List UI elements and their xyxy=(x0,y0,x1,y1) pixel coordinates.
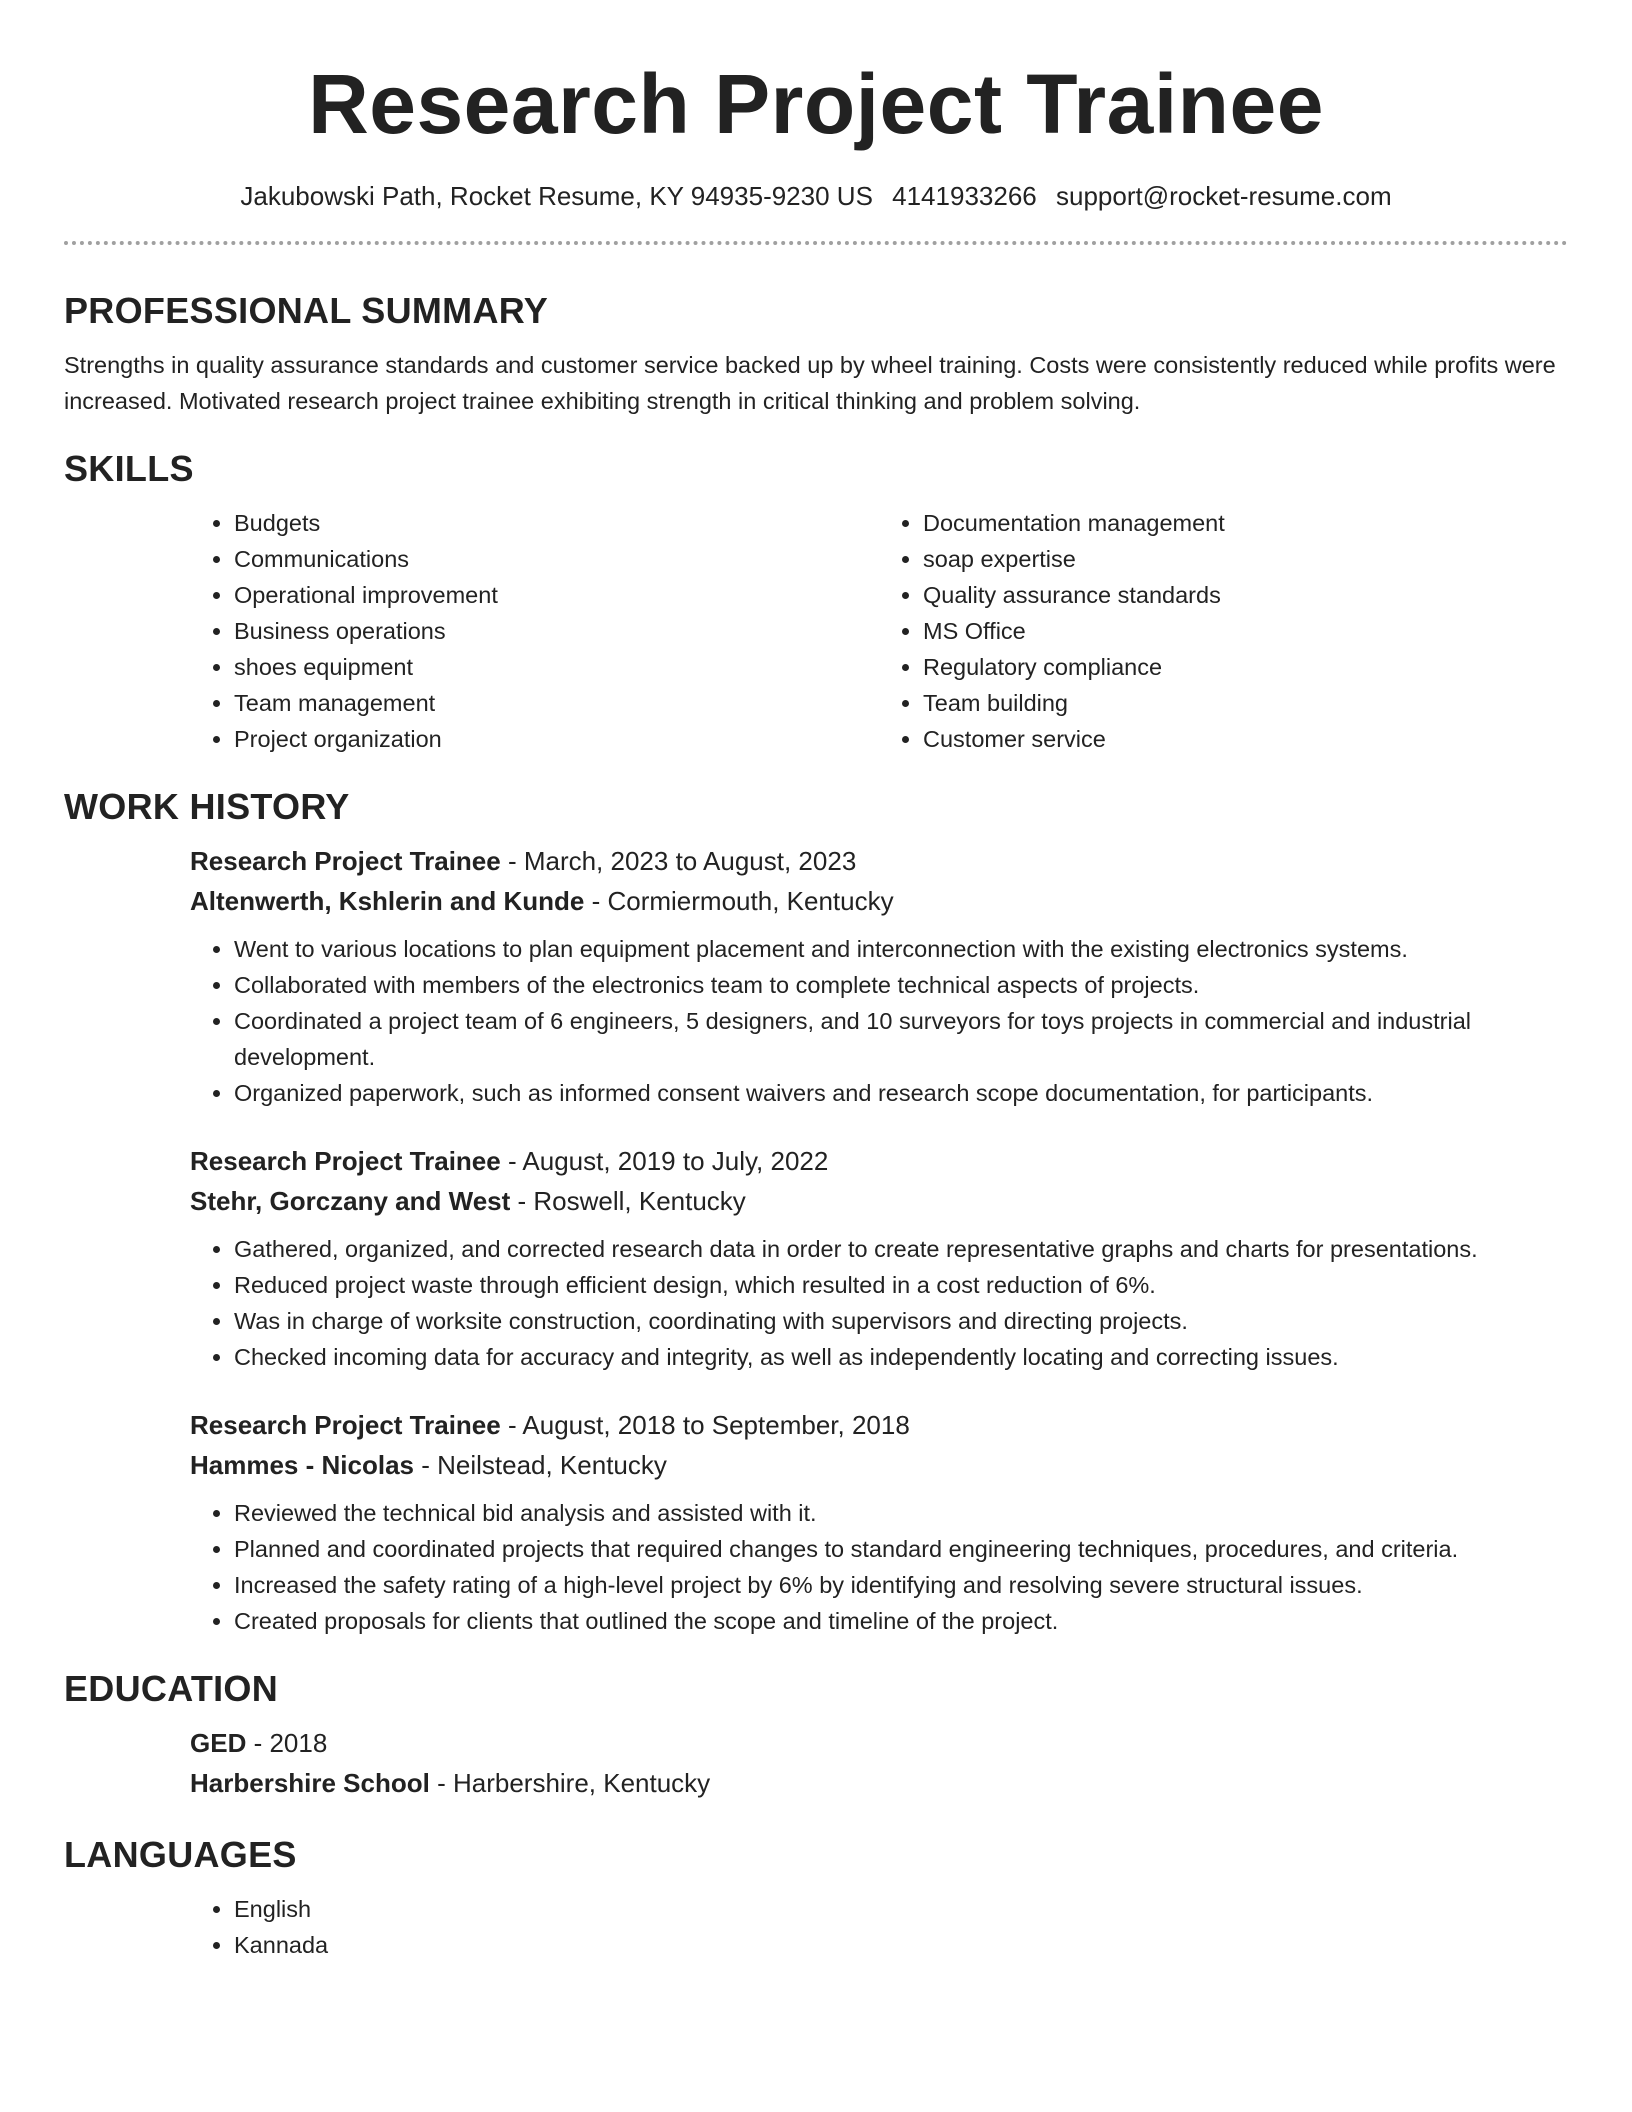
skill-item: • soap expertise xyxy=(923,541,1568,577)
skill-item: • shoes equipment xyxy=(234,649,879,685)
job-dates: - March, 2023 to August, 2023 xyxy=(500,846,857,876)
contact-address: Jakubowski Path, Rocket Resume, KY 94935-9230 US xyxy=(240,181,873,211)
education-location: - Harbershire, Kentucky xyxy=(429,1768,711,1798)
job-role: Research Project Trainee xyxy=(190,846,501,876)
job-location: - Roswell, Kentucky xyxy=(510,1186,746,1216)
skill-item: • Regulatory compliance xyxy=(923,649,1568,685)
education-heading: EDUCATION xyxy=(64,1668,279,1709)
job-bullet: • Collaborated with members of the electronics team to complete technical aspects of projects. xyxy=(234,967,1568,1003)
job-company: Hammes - Nicolas xyxy=(190,1450,414,1480)
skill-item: • Documentation management xyxy=(923,505,1568,541)
job-bullet: • Reviewed the technical bid analysis and assisted with it. xyxy=(234,1495,1568,1531)
job-title-line xyxy=(190,1405,1568,1445)
summary-heading: PROFESSIONAL SUMMARY xyxy=(64,290,549,331)
language-item: • English xyxy=(234,1891,1568,1927)
languages-list xyxy=(190,1891,1568,1963)
job-bullet: • Increased the safety rating of a high-level project by 6% by identifying and resolving severe structural issues. xyxy=(234,1567,1568,1603)
job-bullet: • Reduced project waste through efficient design, which resulted in a cost reduction of 6%. xyxy=(234,1267,1568,1303)
job-entry xyxy=(190,841,1568,1111)
language-item: • Kannada xyxy=(234,1927,1568,1963)
education-school-line xyxy=(190,1763,1568,1803)
job-company-line xyxy=(190,1445,1568,1485)
job-role: Research Project Trainee xyxy=(190,1410,501,1440)
job-dates: - August, 2019 to July, 2022 xyxy=(500,1146,829,1176)
job-role: Research Project Trainee xyxy=(190,1146,501,1176)
work-heading: WORK HISTORY xyxy=(64,786,350,827)
job-company-line xyxy=(190,881,1568,921)
education-degree-line xyxy=(190,1723,1568,1763)
skill-item: • Customer service xyxy=(923,721,1568,757)
job-company-line xyxy=(190,1181,1568,1221)
job-entry xyxy=(190,1405,1568,1639)
job-bullet: • Went to various locations to plan equipment placement and interconnection with the existing electronics systems. xyxy=(234,931,1568,967)
job-dates: - August, 2018 to September, 2018 xyxy=(500,1410,910,1440)
education-entry xyxy=(190,1723,1568,1803)
education-degree: GED xyxy=(190,1728,247,1758)
contact-email: support@rocket-resume.com xyxy=(1055,181,1392,211)
skill-item: • Quality assurance standards xyxy=(923,577,1568,613)
job-location: - Neilstead, Kentucky xyxy=(413,1450,667,1480)
job-location: - Cormiermouth, Kentucky xyxy=(584,886,894,916)
job-company: Stehr, Gorczany and West xyxy=(190,1186,511,1216)
languages-heading: LANGUAGES xyxy=(64,1834,297,1875)
skill-item: • Team management xyxy=(234,685,879,721)
job-bullets xyxy=(190,931,1568,1111)
skills-columns xyxy=(190,505,1568,757)
job-title-line xyxy=(190,1141,1568,1181)
skill-item: • Operational improvement xyxy=(234,577,879,613)
job-entry xyxy=(190,1141,1568,1375)
job-bullet: • Organized paperwork, such as informed consent waivers and research scope documentation, for participants. xyxy=(234,1075,1568,1111)
job-title-line xyxy=(190,841,1568,881)
header-divider xyxy=(64,241,1568,245)
skills-list-left xyxy=(190,505,879,757)
skill-item: • MS Office xyxy=(923,613,1568,649)
job-bullet: • Coordinated a project team of 6 engineers, 5 designers, and 10 surveyors for toys projects in commercial and industrial development. xyxy=(234,1003,1568,1075)
skill-item: • Team building xyxy=(923,685,1568,721)
job-bullets xyxy=(190,1231,1568,1375)
skill-item: • Budgets xyxy=(234,505,879,541)
resume-title: Research Project Trainee xyxy=(308,57,1324,151)
job-bullet: • Gathered, organized, and corrected research data in order to create representative graphs and charts for presentations. xyxy=(234,1231,1568,1267)
skill-item: • Communications xyxy=(234,541,879,577)
contact-line xyxy=(64,178,1568,214)
education-school: Harbershire School xyxy=(190,1768,430,1798)
job-bullets xyxy=(190,1495,1568,1639)
skills-list-right xyxy=(879,505,1568,757)
summary-text: Strengths in quality assurance standards and customer service backed up by wheel training. Costs were consistently reduced while profits were increased. Motivated research project trainee exhibiting strength in critical thinking and problem solving. xyxy=(64,352,1556,414)
education-year: - 2018 xyxy=(246,1728,328,1758)
skill-item: • Business operations xyxy=(234,613,879,649)
contact-phone: 4141933266 xyxy=(892,181,1037,211)
job-bullet: • Checked incoming data for accuracy and integrity, as well as independently locating and correcting issues. xyxy=(234,1339,1568,1375)
skills-heading: SKILLS xyxy=(64,448,194,489)
job-company: Altenwerth, Kshlerin and Kunde xyxy=(190,886,585,916)
job-bullet: • Was in charge of worksite construction, coordinating with supervisors and directing projects. xyxy=(234,1303,1568,1339)
job-bullet: • Planned and coordinated projects that required changes to standard engineering techniques, procedures, and criteria. xyxy=(234,1531,1568,1567)
skill-item: • Project organization xyxy=(234,721,879,757)
job-bullet: • Created proposals for clients that outlined the scope and timeline of the project. xyxy=(234,1603,1568,1639)
